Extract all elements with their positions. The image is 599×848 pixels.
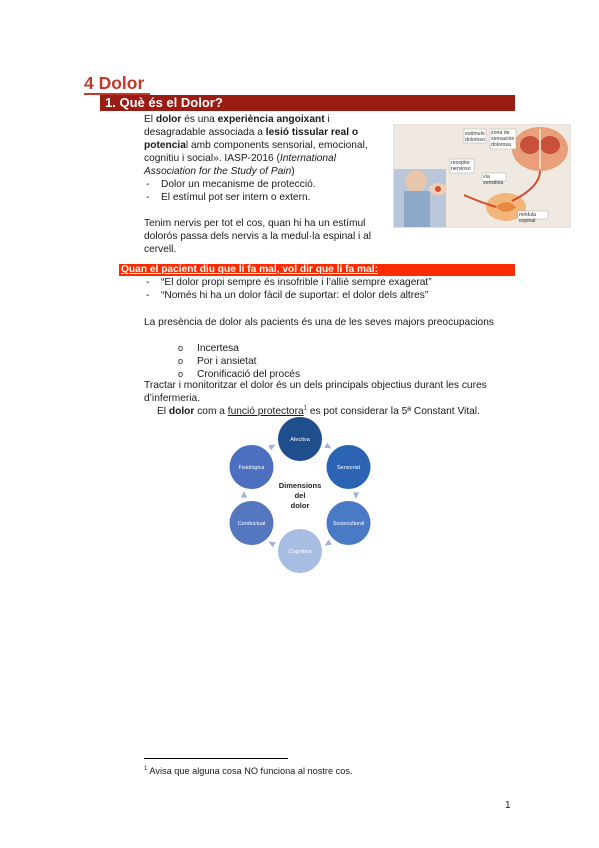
quote-item: - “El dolor propi sempre és insofrible i l’alliè sempre exagerat” xyxy=(144,276,524,289)
footnote: $^1$ Avisa que alguna cosa NO funciona al nostre cos. xyxy=(144,765,353,776)
patient-pain-heading: Quan el pacient diu que li fa mal, vol dir que li fa mal: xyxy=(119,264,515,276)
concern-item: o Cronificació del procés xyxy=(178,368,300,381)
dimension-label: Cognitiva xyxy=(288,549,312,555)
cycle-arrow xyxy=(353,492,359,499)
intro-block xyxy=(144,113,387,256)
diagram-center-line-1: Dimensions xyxy=(278,481,322,490)
bullet-item: - Dolor un mecanisme de protecció. xyxy=(144,178,387,191)
cycle-arrow xyxy=(269,541,276,547)
protective-function-term: funció protectora xyxy=(227,406,304,417)
bullet-item: - El estímul pot ser intern o extern. xyxy=(144,191,387,204)
footnote-ref: 1 xyxy=(303,405,307,412)
section-heading: 1. Què és el Dolor? xyxy=(100,95,515,111)
anatomy-label-spinal-cord: médula espinal xyxy=(519,212,537,224)
footnote-divider xyxy=(144,758,288,759)
anatomy-label-receptor: receptor nervioso xyxy=(451,160,471,172)
presence-paragraph: La presència de dolor als pacients és una de les seves majors preocupacions xyxy=(144,317,494,328)
quote-item: - “Només hi ha un dolor fàcil de suportar: el dolor dels altres” xyxy=(144,289,524,302)
concern-item: o Incertesa xyxy=(178,342,300,355)
definition-bullets xyxy=(144,178,387,204)
vital-sign-paragraph: El dolor com a funció protectora$^1$ es pot considerar la 5ª Constant Vital. xyxy=(157,405,480,417)
dimension-label: Fisiològica xyxy=(238,465,265,471)
nerves-paragraph: Tenim nervis per tot el cos, quan hi ha un estímul dolorós passa dels nervis a la medul·la espinal i al cervell. xyxy=(144,218,372,255)
chapter-title: 4 Dolor xyxy=(84,73,145,93)
cycle-arrow xyxy=(324,443,331,449)
anatomy-label-pain-zone: zona de sensación dolorosa xyxy=(491,130,515,148)
dimension-label: Afectiva xyxy=(290,437,310,443)
pain-quotes xyxy=(144,276,524,302)
pain-pathway-illustration xyxy=(393,124,571,228)
definition-paragraph: El dolor és una experiència angoixant i desagradable associada a lesió tissular real o potencial amb components sensorial, emocional, cognitiu i social». IASP-2016 (International Association for the Study of Pain) xyxy=(144,114,368,177)
cycle-arrow xyxy=(241,491,247,498)
diagram-center-line-2: del xyxy=(294,491,306,500)
cycle-arrow xyxy=(268,445,275,451)
dimension-label: Conductual xyxy=(237,521,266,527)
treatment-paragraph: Tractar i monitoritzar el dolor és un dels principals objectius durant les cures d’infermeria. xyxy=(144,380,487,404)
anatomy-label-stimulus: estímulo doloroso xyxy=(465,131,485,143)
anatomy-label-sensory-path: vía sensitiva xyxy=(483,174,504,186)
page-number: 1 xyxy=(505,800,511,811)
dimension-label: Sociocultural xyxy=(332,521,365,527)
diagram-center-line-3: dolor xyxy=(290,501,310,510)
dimension-label: Sensorial xyxy=(337,465,360,471)
pain-dimensions-diagram xyxy=(220,415,380,575)
cycle-arrow xyxy=(325,540,332,546)
concerns-list xyxy=(178,342,300,381)
concern-item: o Por i ansietat xyxy=(178,355,300,368)
